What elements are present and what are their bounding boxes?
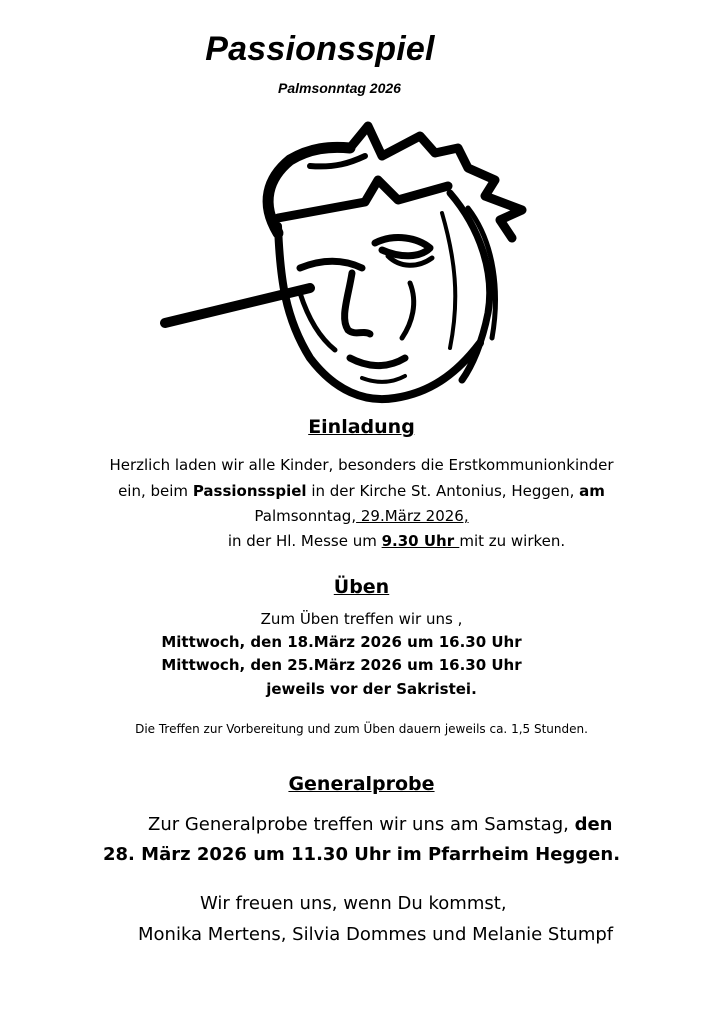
invitation-line-3: Palmsonntag, 29.März 2026, — [254, 507, 469, 525]
practice-intro: Zum Üben treffen wir uns , — [260, 610, 463, 628]
invitation-line-2: ein, beim Passionsspiel in der Kirche St. Antonius, Heggen, am — [118, 482, 605, 500]
event-date: 29.März 2026, — [356, 507, 469, 525]
closing-signatures: Monika Mertens, Silvia Dommes und Melanie Stumpf — [138, 924, 614, 945]
event-time: 9.30 Uhr — [381, 532, 460, 550]
practice-place: jeweils vor der Sakristei. — [266, 680, 477, 698]
practice-note: Die Treffen zur Vorbereitung und zum Üben dauern jeweils ca. 1,5 Stunden. — [135, 722, 588, 736]
christ-head-icon — [150, 108, 550, 413]
rehearsal-line-1: Zur Generalprobe treffen wir uns am Samstag, den — [148, 814, 613, 835]
page-title: Passionsspiel — [205, 30, 435, 68]
practice-heading: Üben — [333, 576, 390, 598]
rehearsal-line-2: 28. März 2026 um 11.30 Uhr im Pfarrheim Heggen. — [103, 844, 621, 865]
closing-line-1: Wir freuen uns, wenn Du kommst, — [200, 893, 507, 914]
invitation-heading: Einladung — [308, 416, 415, 438]
invitation-line-4: in der Hl. Messe um 9.30 Uhr mit zu wirken. — [227, 532, 566, 550]
rehearsal-heading: Generalprobe — [288, 773, 435, 795]
practice-date-1: Mittwoch, den 18.März 2026 um 16.30 Uhr — [161, 633, 522, 651]
practice-date-2: Mittwoch, den 25.März 2026 um 16.30 Uhr — [161, 656, 522, 674]
page-subtitle: Palmsonntag 2026 — [278, 80, 401, 96]
invitation-line-1: Herzlich laden wir alle Kinder, besonders die Erstkommunionkinder — [109, 456, 614, 474]
